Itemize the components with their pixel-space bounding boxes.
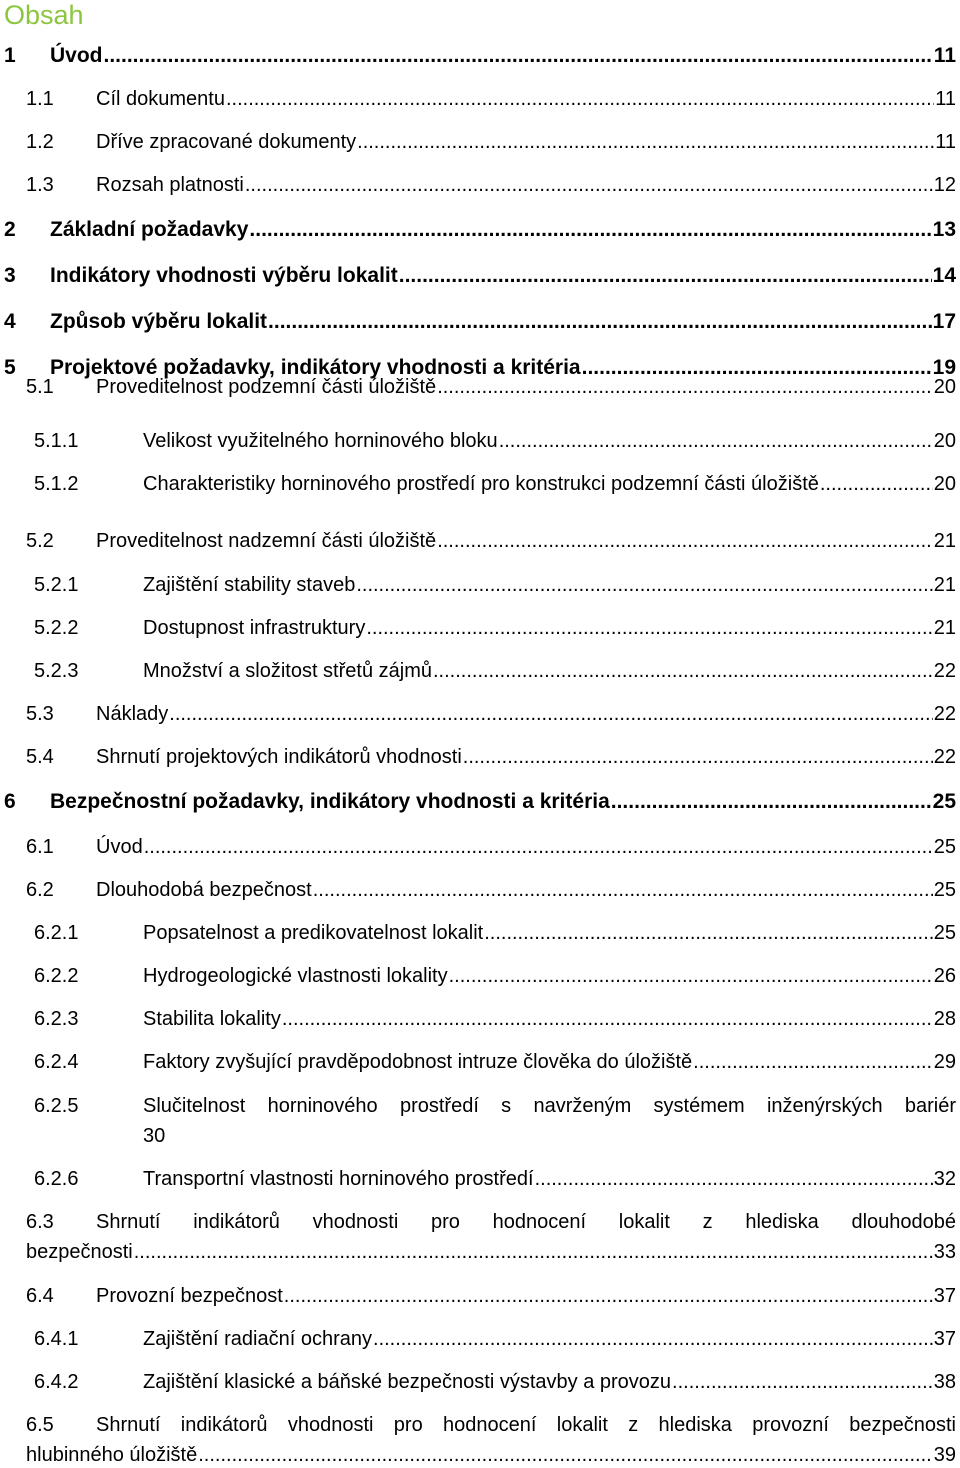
toc-entry-title-continued: bezpečnosti	[26, 1241, 133, 1263]
toc-entry[interactable]	[34, 1008, 956, 1038]
toc-entry-title: Náklady	[96, 703, 169, 725]
toc-leader-dots	[245, 174, 933, 197]
toc-entry[interactable]	[4, 44, 956, 74]
toc-entry[interactable]	[26, 376, 956, 406]
toc-leader-dots	[373, 1328, 933, 1351]
toc-entry-title: Dříve zpracované dokumenty	[96, 131, 357, 153]
toc-entry-page: 39	[933, 1444, 956, 1466]
toc-leader-dots	[437, 530, 933, 553]
toc-entry[interactable]	[34, 1168, 956, 1198]
toc-entry-title: Popsatelnost a predikovatelnost lokalit	[143, 922, 484, 944]
toc-entry-title: Dlouhodobá bezpečnost	[96, 879, 312, 901]
toc-entry[interactable]	[4, 218, 956, 248]
toc-entry-number: 6.4.1	[34, 1328, 79, 1350]
toc-entry-title: Shrnutí projektových indikátorů vhodnosti	[96, 746, 462, 768]
toc-entry-title: Zajištění klasické a báňské bezpečnosti výstavby a provozu	[143, 1371, 672, 1393]
toc-leader-dots	[284, 1285, 933, 1308]
toc-entry[interactable]	[34, 922, 956, 952]
toc-leader-dots	[399, 264, 932, 288]
toc-entry-page: 11	[933, 44, 956, 67]
toc-entry-title: Velikost využitelného horninového bloku	[143, 430, 498, 452]
toc-entry-title: Množství a složitost střetů zájmů	[143, 660, 432, 682]
toc-entry-number: 6.4.2	[34, 1371, 79, 1393]
toc-entry-title: Stabilita lokality	[143, 1008, 281, 1030]
toc-entry-page: 25	[933, 836, 956, 858]
toc-entry-page: 29	[933, 1051, 956, 1073]
toc-entry-page: 33	[933, 1241, 956, 1263]
toc-entry[interactable]	[26, 131, 956, 161]
page-title: Obsah	[4, 0, 84, 30]
toc-entry-page: 20	[933, 376, 956, 398]
toc-leader-dots	[357, 131, 934, 154]
toc-entry-number: 1.2	[26, 131, 54, 153]
toc-entry-number: 5.4	[26, 746, 54, 768]
toc-entry[interactable]	[34, 617, 956, 647]
toc-entry[interactable]	[26, 879, 956, 909]
toc-entry-number: 4	[4, 310, 16, 333]
toc-entry-number: 5.2.3	[34, 660, 79, 682]
toc-entry-number: 6.2.4	[34, 1051, 79, 1073]
toc-entry-page: 25	[932, 790, 956, 813]
toc-entry-page: 11	[935, 88, 956, 110]
toc-entry-title: Způsob výběru lokalit	[50, 310, 268, 333]
toc-leader-dots	[282, 1008, 933, 1031]
toc-leader-dots	[134, 1241, 933, 1264]
toc-entry-page: 21	[933, 574, 956, 596]
toc-entry-title-continued: hlubinného úložiště	[26, 1444, 198, 1466]
toc-entry-title: Cíl dokumentu	[96, 88, 225, 110]
toc-entry[interactable]	[4, 264, 956, 294]
toc-entry[interactable]	[26, 703, 956, 733]
toc-entry-number: 6.2.3	[34, 1008, 79, 1030]
toc-leader-dots	[535, 1168, 933, 1191]
toc-entry-number: 1.1	[26, 88, 54, 110]
toc-entry-title: Proveditelnost nadzemní části úložiště	[96, 530, 437, 552]
toc-entry-number: 6.2	[26, 879, 54, 901]
toc-leader-dots	[693, 1051, 933, 1074]
toc-entry-title: Dostupnost infrastruktury	[143, 617, 366, 639]
toc-entry-number: 6.2.2	[34, 965, 79, 987]
toc-entry[interactable]	[26, 1414, 956, 1466]
toc-leader-dots	[820, 473, 933, 496]
toc-leader-dots	[484, 922, 933, 945]
toc-leader-dots	[249, 218, 931, 242]
toc-entry-number: 5.2	[26, 530, 54, 552]
toc-entry[interactable]	[34, 473, 956, 503]
toc-entry-page: 20	[933, 473, 956, 495]
toc-entry-page: 22	[933, 703, 956, 725]
toc-leader-dots	[226, 88, 934, 111]
toc-leader-dots	[672, 1371, 933, 1394]
toc-entry-number: 6.2.6	[34, 1168, 79, 1190]
toc-entry[interactable]	[26, 1285, 956, 1315]
toc-leader-dots	[169, 703, 932, 726]
toc-leader-dots	[356, 574, 932, 597]
toc-entry[interactable]	[34, 660, 956, 690]
toc-entry-title: Proveditelnost podzemní části úložiště	[96, 376, 437, 398]
toc-entry-title: Slučitelnost horninového prostředí s navrženým systémem inženýrských bariér	[143, 1095, 956, 1117]
toc-leader-dots	[268, 310, 932, 334]
toc-entry-page: 37	[933, 1285, 956, 1307]
toc-entry-title: Transportní vlastnosti horninového prostředí	[143, 1168, 534, 1190]
toc-entry-page: 22	[933, 660, 956, 682]
toc-entry-page: 37	[933, 1328, 956, 1350]
toc-entry-number: 5.2.2	[34, 617, 79, 639]
toc-entry-number: 2	[4, 218, 16, 241]
toc-entry-number: 5.2.1	[34, 574, 79, 596]
toc-entry-title: Bezpečnostní požadavky, indikátory vhodnosti a kritéria	[50, 790, 610, 813]
toc-entry[interactable]	[26, 88, 956, 118]
toc-entry-title: Hydrogeologické vlastnosti lokality	[143, 965, 448, 987]
toc-entry-page: 21	[933, 617, 956, 639]
toc-entry-title: Rozsah platnosti	[96, 174, 244, 196]
toc-entry-title: Faktory zvyšující pravděpodobnost intruze člověka do úložiště	[143, 1051, 693, 1073]
toc-entry-title: Projektové požadavky, indikátory vhodnosti a kritéria	[50, 356, 581, 379]
toc-entry[interactable]	[4, 310, 956, 340]
toc-entry-title: Zajištění radiační ochrany	[143, 1328, 373, 1350]
toc-entry-title: Základní požadavky	[50, 218, 249, 241]
toc-entry-page: 19	[932, 356, 956, 379]
toc-entry-title: Úvod	[96, 836, 143, 858]
toc-leader-dots	[449, 965, 933, 988]
toc-entry-page: 12	[933, 174, 956, 196]
toc-entry-title: Indikátory vhodnosti výběru lokalit	[50, 264, 398, 287]
toc-entry-number: 1	[4, 44, 16, 67]
toc-entry-page: 21	[933, 530, 956, 552]
toc-leader-dots	[104, 44, 933, 68]
toc-entry-page: 13	[932, 218, 956, 241]
toc-entry-page: 28	[933, 1008, 956, 1030]
toc-entry[interactable]	[26, 746, 956, 776]
toc-entry[interactable]	[34, 1371, 956, 1401]
toc-leader-dots	[433, 660, 933, 683]
toc-entry-number: 5.3	[26, 703, 54, 725]
toc-entry-page: 25	[933, 922, 956, 944]
toc-entry-number: 6.5	[26, 1414, 54, 1436]
toc-entry-page: 14	[932, 264, 956, 287]
toc-leader-dots	[437, 376, 933, 399]
toc-leader-dots	[499, 430, 933, 453]
toc-leader-dots	[611, 790, 932, 814]
toc-entry[interactable]	[4, 790, 956, 820]
toc-entry-page: 25	[933, 879, 956, 901]
toc-leader-dots	[198, 1444, 933, 1467]
toc-entry-title: Provozní bezpečnost	[96, 1285, 283, 1307]
toc-entry-number: 1.3	[26, 174, 54, 196]
toc-entry[interactable]	[34, 1095, 956, 1147]
toc-entry-number: 5.1	[26, 376, 54, 398]
toc-entry-number: 6.2.5	[34, 1095, 79, 1117]
toc-leader-dots	[366, 617, 932, 640]
toc-entry[interactable]	[26, 1211, 956, 1263]
toc-entry[interactable]	[26, 836, 956, 866]
toc-entry-title: Shrnutí indikátorů vhodnosti pro hodnocení lokalit z hlediska provozní bezpečnosti	[96, 1414, 956, 1436]
toc-leader-dots	[463, 746, 933, 769]
toc-entry-page: 22	[933, 746, 956, 768]
toc-entry[interactable]	[34, 965, 956, 995]
toc-entry[interactable]	[34, 574, 956, 604]
toc-entry-page: 11	[935, 131, 956, 153]
toc-entry-title: Zajištění stability staveb	[143, 574, 356, 596]
toc-entry-page: 32	[933, 1168, 956, 1190]
toc-entry-title: Charakteristiky horninového prostředí pro konstrukci podzemní části úložiště	[143, 473, 819, 495]
toc-entry-page: 38	[933, 1371, 956, 1393]
toc-leader-dots	[313, 879, 933, 902]
toc-entry[interactable]	[26, 174, 956, 204]
toc-entry[interactable]	[34, 430, 956, 460]
toc-entry-number: 6	[4, 790, 16, 813]
toc-entry-page: 26	[933, 965, 956, 987]
toc-entry-page: 30	[143, 1125, 166, 1147]
toc-entry-page: 20	[933, 430, 956, 452]
toc-entry-number: 3	[4, 264, 16, 287]
toc-entry-number: 5	[4, 356, 16, 379]
toc-entry[interactable]	[34, 1051, 956, 1081]
toc-entry-number: 5.1.1	[34, 430, 79, 452]
toc-entry[interactable]	[26, 530, 956, 560]
toc-entry-number: 6.1	[26, 836, 54, 858]
toc-entry-number: 6.3	[26, 1211, 54, 1233]
toc-entry-page: 17	[932, 310, 956, 333]
toc-entry-number: 6.4	[26, 1285, 54, 1307]
toc-entry-title: Úvod	[50, 44, 103, 67]
toc-leader-dots	[144, 836, 933, 859]
toc-entry-number: 5.1.2	[34, 473, 79, 495]
toc-entry[interactable]	[34, 1328, 956, 1358]
toc-entry-number: 6.2.1	[34, 922, 79, 944]
toc-entry-title: Shrnutí indikátorů vhodnosti pro hodnocení lokalit z hlediska dlouhodobé	[96, 1211, 956, 1233]
